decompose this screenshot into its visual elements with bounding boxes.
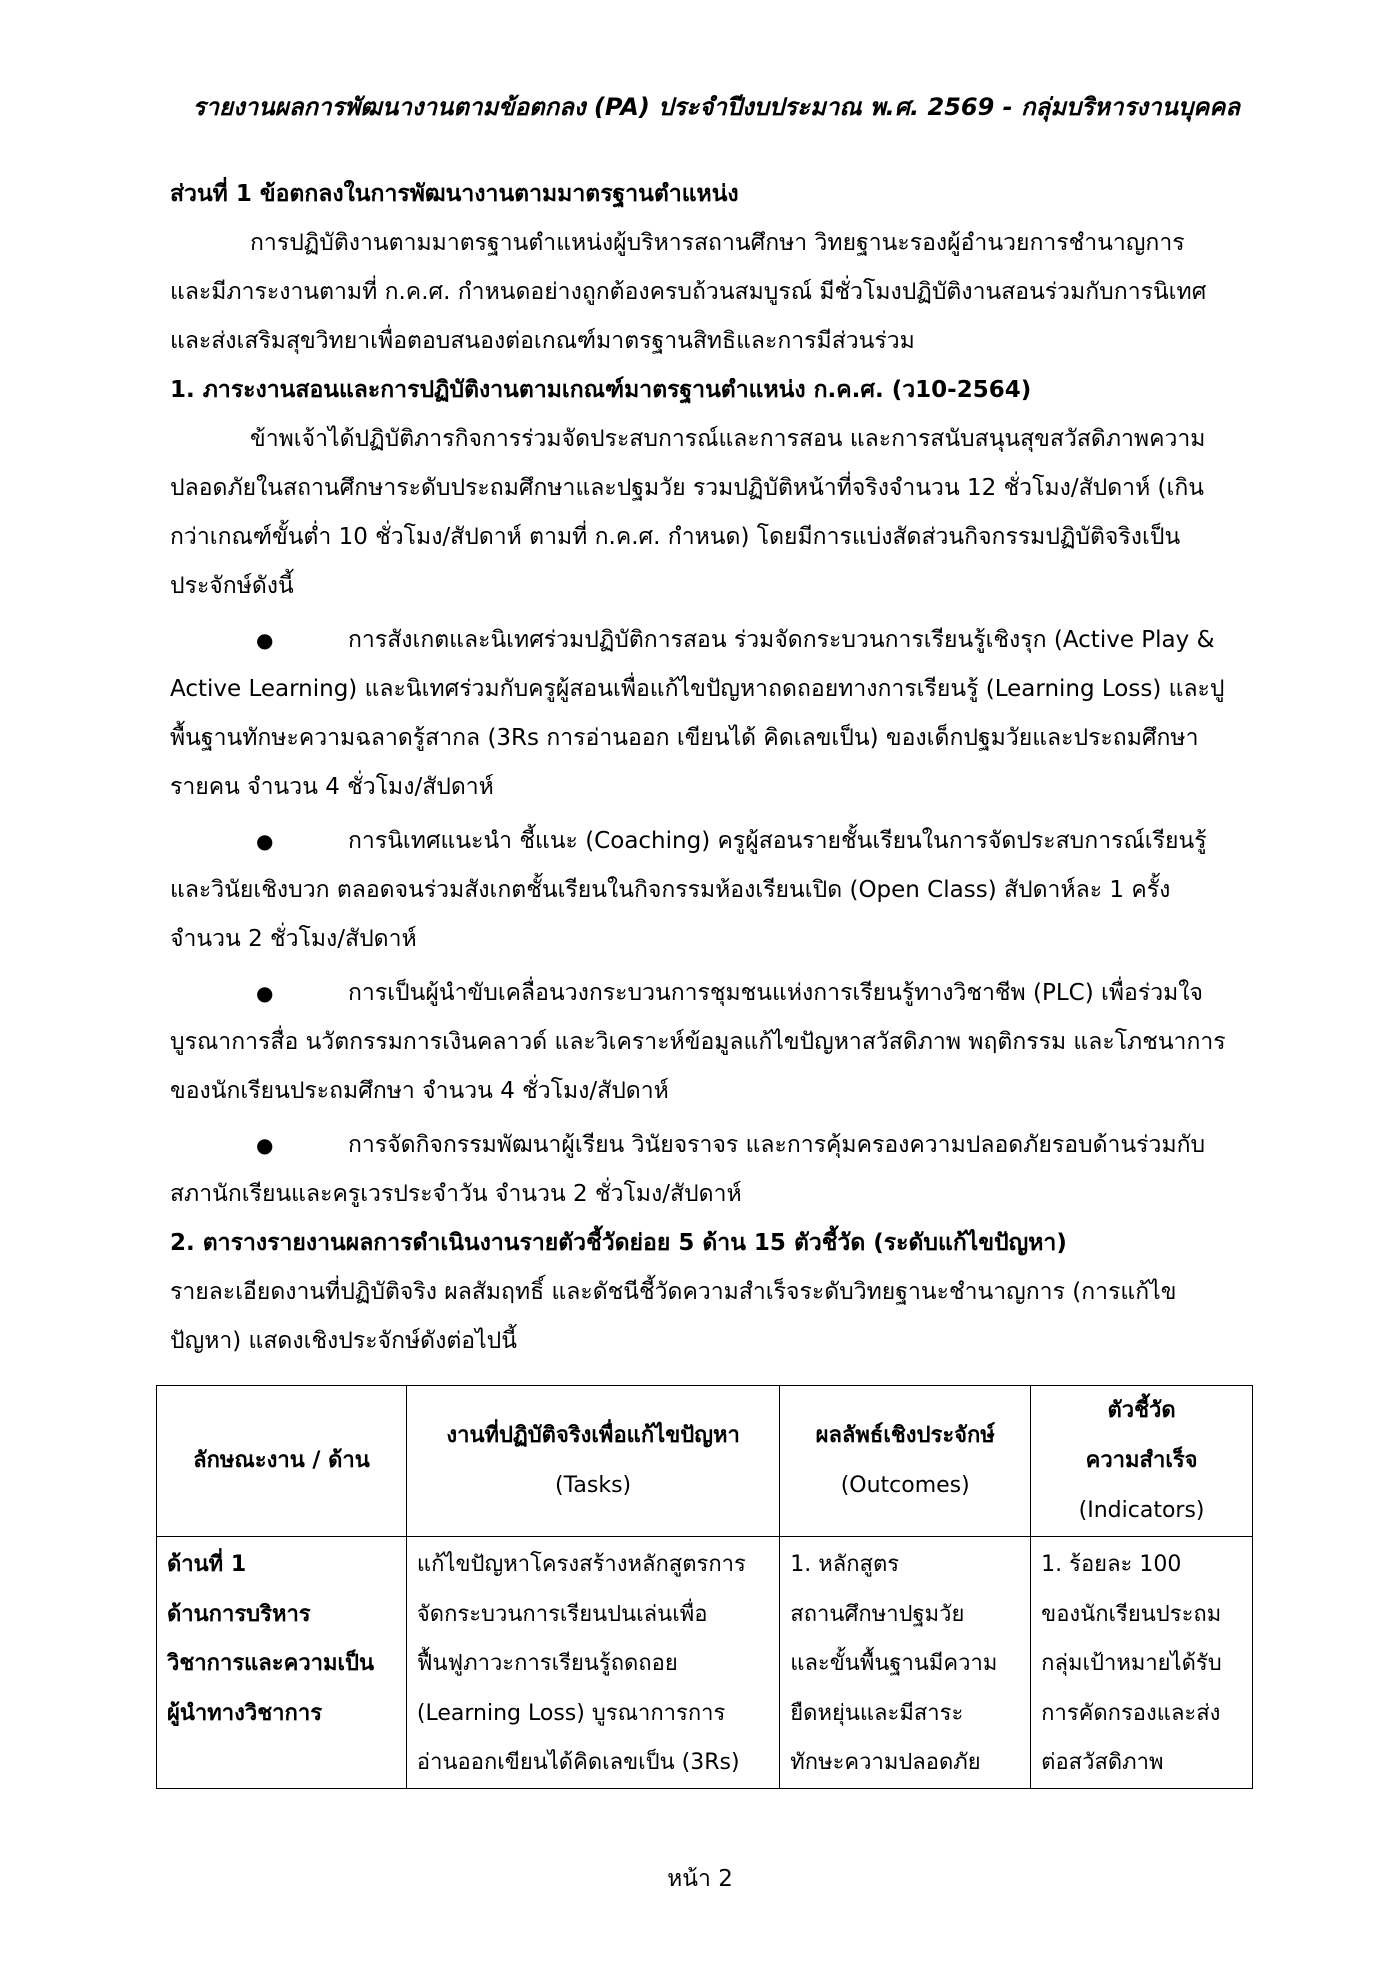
- header-aspect: ลักษณะงาน / ด้าน: [157, 1386, 407, 1537]
- bullet-icon: ●: [256, 829, 274, 853]
- section1-heading: 1. ภาระงานสอนและการปฏิบัติงานตามเกณฑ์มาตรฐานตำแหน่ง ก.ค.ศ. (ว10-2564): [170, 377, 1032, 403]
- bullet-text: การนิเทศแนะนำ ชี้แนะ (Coaching) ครูผู้สอนรายชั้นเรียนในการจัดประสบการณ์เรียนรู้: [348, 828, 1207, 854]
- part1-intro-line: และส่งเสริมสุขวิทยาเพื่อตอบสนองต่อเกณฑ์มาตรฐานสิทธิและการมีส่วนร่วม: [170, 328, 915, 354]
- section1-para-line: ปลอดภัยในสถานศึกษาระดับประถมศึกษาและปฐมวัย รวมปฏิบัติหน้าที่จริงจำนวน 12 ชั่วโมง/สัปดาห์ (เกิน: [170, 475, 1205, 501]
- bullet-text: สภานักเรียนและครูเวรประจำวัน จำนวน 2 ชั่วโมง/สัปดาห์: [170, 1181, 742, 1207]
- section1-para-line: ประจักษ์ดังนี้: [170, 573, 294, 599]
- document-body: [170, 170, 1240, 1366]
- bullet-item: [170, 1121, 1240, 1170]
- bullet-text: พื้นฐานทักษะความฉลาดรู้สากล (3Rs การอ่านออก เขียนได้ คิดเลขเป็น) ของเด็กปฐมวัยและประถมศึกษา: [170, 725, 1199, 751]
- bullet-icon: ●: [256, 1133, 274, 1157]
- section1-para-line: ข้าพเจ้าได้ปฏิบัติภารกิจการร่วมจัดประสบการณ์และการสอน และการสนับสนุนสุขสวัสดิภาพความ: [250, 426, 1206, 452]
- bullet-text: ของนักเรียนประถมศึกษา จำนวน 4 ชั่วโมง/สัปดาห์: [170, 1078, 669, 1104]
- page-number: หน้า 2: [667, 1866, 733, 1892]
- bullet-icon: ●: [256, 628, 274, 652]
- bullet-text: การสังเกตและนิเทศร่วมปฏิบัติการสอน ร่วมจัดกระบวนการเรียนรู้เชิงรุก (Active Play &: [348, 627, 1215, 653]
- bullet-item: [170, 969, 1240, 1018]
- section2-para-line: รายละเอียดงานที่ปฏิบัติจริง ผลสัมฤทธิ์ และดัชนีชี้วัดความสำเร็จระดับวิทยฐานะชำนาญการ (การแก้ไข: [170, 1279, 1177, 1305]
- header-outcomes: ผลลัพธ์เชิงประจักษ์ (Outcomes): [780, 1386, 1031, 1537]
- cell-indicators: 1. ร้อยละ 100 ของนักเรียนประถม กลุ่มเป้าหมายได้รับ การคัดกรองและส่ง ต่อสวัสดิภาพ: [1031, 1537, 1253, 1789]
- table-row: [157, 1537, 1253, 1789]
- bullet-text: จำนวน 2 ชั่วโมง/สัปดาห์: [170, 926, 417, 952]
- bullet-icon: ●: [256, 981, 274, 1005]
- bullet-item: [170, 817, 1240, 866]
- section2-heading: 2. ตารางรายงานผลการดำเนินงานรายตัวชี้วัดย่อย 5 ด้าน 15 ตัวชี้วัด (ระดับแก้ไขปัญหา): [170, 1230, 1067, 1256]
- cell-outcomes: 1. หลักสูตร สถานศึกษาปฐมวัย และขั้นพื้นฐานมีความ ยืดหยุ่นและมีสาระ ทักษะความปลอดภัย: [780, 1537, 1031, 1789]
- bullet-text: Active Learning) และนิเทศร่วมกับครูผู้สอนเพื่อแก้ไขปัญหาถดถอยทางการเรียนรู้ (Learning Loss) และปู: [170, 676, 1225, 702]
- bullet-text: การเป็นผู้นำขับเคลื่อนวงกระบวนการชุมชนแห่งการเรียนรู้ทางวิชาชีพ (PLC) เพื่อร่วมใจ: [348, 980, 1203, 1006]
- bullet-text: การจัดกิจกรรมพัฒนาผู้เรียน วินัยจราจร และการคุ้มครองความปลอดภัยรอบด้านร่วมกับ: [348, 1132, 1206, 1158]
- part1-heading: ส่วนที่ 1 ข้อตกลงในการพัฒนางานตามมาตรฐานตำแหน่ง: [170, 181, 739, 207]
- header-indicators: ตัวชี้วัด ความสำเร็จ (Indicators): [1031, 1386, 1253, 1537]
- results-table: [156, 1385, 1253, 1789]
- page-header: รายงานผลการพัฒนางานตามข้อตกลง (PA) ประจำปีงบประมาณ พ.ศ. 2569 - กลุ่มบริหารงานบุคคล: [192, 93, 1240, 121]
- bullet-item: [170, 616, 1240, 665]
- part1-intro-line: และมีภาระงานตามที่ ก.ค.ศ. กำหนดอย่างถูกต้องครบถ้วนสมบูรณ์ มีชั่วโมงปฏิบัติงานสอนร่วมกับการนิเทศ: [170, 279, 1207, 305]
- section1-para-line: กว่าเกณฑ์ขั้นต่ำ 10 ชั่วโมง/สัปดาห์ ตามที่ ก.ค.ศ. กำหนด) โดยมีการแบ่งสัดส่วนกิจกรรมปฏิบัติจริงเป็น: [170, 524, 1181, 550]
- table-header-row: [157, 1386, 1253, 1537]
- section2-para-line: ปัญหา) แสดงเชิงประจักษ์ดังต่อไปนี้: [170, 1328, 517, 1354]
- bullet-text: บูรณาการสื่อ นวัตกรรมการเงินคลาวด์ และวิเคราะห์ข้อมูลแก้ไขปัญหาสวัสดิภาพ พฤติกรรม และโภชนาการ: [170, 1029, 1226, 1055]
- cell-aspect: ด้านที่ 1 ด้านการบริหาร วิชาการและความเป็น ผู้นำทางวิชาการ: [157, 1537, 407, 1789]
- cell-tasks: แก้ไขปัญหาโครงสร้างหลักสูตรการ จัดกระบวนการเรียนปนเล่นเพื่อ ฟื้นฟูภาวะการเรียนรู้ถดถอย (Learning Loss) บูรณาการการ อ่านออกเขียนได้คิดเลขเป็น (3Rs): [406, 1537, 779, 1789]
- part1-intro-line: การปฏิบัติงานตามมาตรฐานตำแหน่งผู้บริหารสถานศึกษา วิทยฐานะรองผู้อำนวยการชำนาญการ: [250, 230, 1185, 256]
- bullet-text: และวินัยเชิงบวก ตลอดจนร่วมสังเกตชั้นเรียนในกิจกรรมห้องเรียนเปิด (Open Class) สัปดาห์ละ 1 ครั้ง: [170, 877, 1171, 903]
- header-tasks: งานที่ปฏิบัติจริงเพื่อแก้ไขปัญหา (Tasks): [406, 1386, 779, 1537]
- bullet-text: รายคน จำนวน 4 ชั่วโมง/สัปดาห์: [170, 774, 494, 800]
